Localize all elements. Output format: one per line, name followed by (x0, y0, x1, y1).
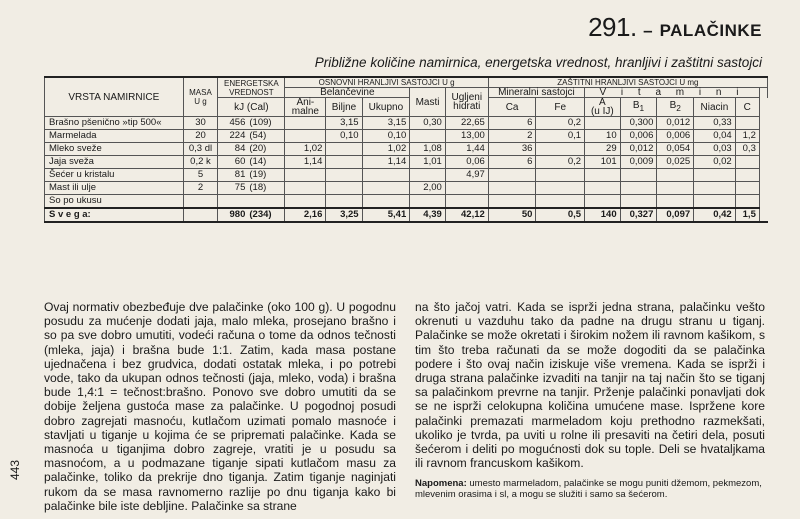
cell-a (585, 195, 621, 209)
cell-ukup (362, 169, 410, 182)
cell-b1: 0,006 (620, 130, 657, 143)
cell-masa (183, 208, 218, 222)
cell-fe (536, 169, 585, 182)
cell-ukup (362, 182, 410, 195)
table-row (45, 182, 768, 195)
cell-cal: (234) (249, 209, 272, 220)
cell-a (585, 169, 621, 182)
cell-masa: 0,3 dl (183, 143, 218, 156)
cell-b2: 0,012 (657, 117, 694, 130)
cell-b1: 0,012 (620, 143, 657, 156)
cell-c (735, 182, 759, 195)
cell-ca (488, 169, 536, 182)
header-b1-sub: 1 (639, 103, 645, 113)
note (415, 478, 765, 500)
cell-energy (218, 182, 285, 195)
header-masa (183, 77, 218, 117)
header-ugljeni: Ugljeni hidrati (445, 88, 488, 117)
cell-ugh: 4,97 (445, 169, 488, 182)
cell-name: Mast ili ulje (45, 182, 184, 195)
header-vrsta: VRSTA NAMIRNICE (45, 77, 184, 117)
cell-masti: 4,39 (410, 208, 446, 222)
note-text: umesto marmeladom, palačinke se mogu puniti džemom, pekmezom, mlevenim orasima i sl, a mogu se služiti i samo sa šećerom. (415, 478, 762, 500)
header-biljne: Biljne (326, 98, 362, 117)
cell-name: Brašno pšenično »tip 500« (45, 117, 184, 130)
header-belancevine: Belančevine (285, 88, 410, 98)
cell-a: 10 (585, 130, 621, 143)
cell-kj: 980 (229, 209, 246, 220)
cell-ugh (445, 182, 488, 195)
cell-bilj (326, 156, 362, 169)
header-vitamini: V i t a m i n i (585, 88, 760, 98)
cell-niacin: 0,02 (694, 156, 736, 169)
cell-bilj: 0,10 (326, 130, 362, 143)
cell-niacin: 0,03 (694, 143, 736, 156)
header-fe: Fe (536, 98, 585, 117)
cell-cal: (18) (249, 182, 267, 193)
cell-niacin (694, 169, 736, 182)
cell-b1: 0,009 (620, 156, 657, 169)
header-animalne: Ani-malne (285, 98, 326, 117)
cell-name: Šećer u kristalu (45, 169, 184, 182)
table-row (45, 130, 768, 143)
cell-anim (285, 195, 326, 209)
cell-ca: 2 (488, 130, 536, 143)
instructions-right: na što jačoj vatri. Kada se isprži jedna strana, palačinku vešto okrenuti u vazduhu tako da padne na drugu stranu u tiganj. Palačinke se može okretati i širokim nožem ili ravnom kašikom, s tim što treba računati da se može dogoditi da se palačinka podere i što ovaj način iziskuje više vremena. Kada se isprži i druga strana palačinke izvaditi na tanjir na taj način što se tiganj sa palačinkom prevrne na tanjir. Prženje palačinki ponavljati dok se ne isprži celokupna količina umućene mase. Ispržene kore palačinki premazati marmeladom koju prethodno razmekšati, ukoliko je tvrda, pa uviti u rolne ili presaviti na četiri dela, posuti šećerom i deliti po mogućnosti dok su tople. Deli se hvataljkama ili ravnom francuskom kašikom. (415, 300, 765, 471)
table-row (45, 143, 768, 156)
cell-energy (218, 208, 285, 222)
cell-anim (285, 182, 326, 195)
cell-masa (183, 195, 218, 209)
cell-fe: 0,2 (536, 156, 585, 169)
cell-ca (488, 195, 536, 209)
header-c: C (735, 98, 759, 117)
cell-ca: 6 (488, 117, 536, 130)
cell-ugh: 22,65 (445, 117, 488, 130)
cell-a (585, 182, 621, 195)
cell-b2 (657, 169, 694, 182)
cell-name: Marmelada (45, 130, 184, 143)
cell-a: 140 (585, 208, 621, 222)
header-energy-units: kJ (Cal) (218, 98, 285, 117)
cell-ca: 50 (488, 208, 536, 222)
cell-c (735, 156, 759, 169)
cell-fe (536, 182, 585, 195)
header-masti: Masti (410, 88, 446, 117)
cell-bilj (326, 143, 362, 156)
cell-cal: (19) (249, 169, 267, 180)
cell-energy (218, 169, 285, 182)
cell-ukup (362, 195, 410, 209)
cell-anim: 2,16 (285, 208, 326, 222)
cell-fe: 0,2 (536, 117, 585, 130)
cell-anim (285, 117, 326, 130)
note-label: Napomena: (415, 478, 467, 489)
recipe-title (588, 12, 762, 46)
cell-kj: 75 (234, 182, 246, 193)
table-row (45, 169, 768, 182)
cell-masti: 2,00 (410, 182, 446, 195)
cell-cal: (54) (249, 130, 267, 141)
cell-masa: 20 (183, 130, 218, 143)
cell-a: 29 (585, 143, 621, 156)
cell-niacin (694, 195, 736, 209)
header-ukupno: Ukupno (362, 98, 410, 117)
header-b2-sub: 2 (676, 103, 681, 113)
header-ca: Ca (488, 98, 536, 117)
cell-ukup: 1,14 (362, 156, 410, 169)
cell-niacin (694, 182, 736, 195)
cell-ca (488, 182, 536, 195)
cell-b2: 0,097 (657, 208, 694, 222)
header-masa-label: MASA (189, 88, 212, 97)
cell-fe (536, 195, 585, 209)
header-a-label: A (598, 97, 606, 108)
table-row (45, 195, 768, 209)
cell-masa: 5 (183, 169, 218, 182)
cell-kj: 60 (234, 156, 246, 167)
cell-energy (218, 156, 285, 169)
table-caption: Približne količine namirnica, energetska vrednost, hranljivi i zaštitni sastojci (314, 55, 762, 70)
cell-name: Jaja sveža (45, 156, 184, 169)
cell-b2: 0,006 (657, 130, 694, 143)
cell-masti: 1,01 (410, 156, 446, 169)
cell-cal: (109) (249, 117, 272, 128)
cell-masti: 1,08 (410, 143, 446, 156)
cell-bilj: 3,15 (326, 117, 362, 130)
cell-b1 (620, 182, 657, 195)
table-row (45, 117, 768, 130)
cell-name: S v e g a: (45, 208, 184, 222)
cell-c: 1,5 (735, 208, 759, 222)
cell-ugh: 1,44 (445, 143, 488, 156)
cell-bilj (326, 195, 362, 209)
cell-c (735, 117, 759, 130)
cell-b1 (620, 195, 657, 209)
cell-c (735, 169, 759, 182)
cell-b2 (657, 195, 694, 209)
header-b1-label: B (632, 100, 640, 111)
cell-niacin: 0,42 (694, 208, 736, 222)
header-b1 (620, 98, 657, 117)
cell-ugh (445, 195, 488, 209)
cell-masti: 0,30 (410, 117, 446, 130)
header-blank (759, 88, 767, 98)
cell-bilj (326, 169, 362, 182)
cell-masa: 0,2 k (183, 156, 218, 169)
left-column-text (44, 300, 396, 513)
cell-energy (218, 195, 285, 209)
cell-name: Mleko sveže (45, 143, 184, 156)
total-row (45, 208, 768, 222)
cell-ugh: 13,00 (445, 130, 488, 143)
header-a-unit: (u IJ) (590, 106, 614, 117)
cell-name: So po ukusu (45, 195, 184, 209)
cell-fe (536, 143, 585, 156)
cell-b2: 0,054 (657, 143, 694, 156)
nutrition-table (44, 76, 768, 223)
cell-ukup: 1,02 (362, 143, 410, 156)
cell-ukup: 3,15 (362, 117, 410, 130)
cell-energy (218, 130, 285, 143)
table-body (45, 117, 768, 223)
cell-anim: 1,02 (285, 143, 326, 156)
cell-b1: 0,300 (620, 117, 657, 130)
cell-ukup: 0,10 (362, 130, 410, 143)
cell-kj: 456 (229, 117, 246, 128)
cell-masti (410, 195, 446, 209)
cell-energy (218, 117, 285, 130)
cell-ukup: 5,41 (362, 208, 410, 222)
cell-niacin: 0,04 (694, 130, 736, 143)
cell-ca: 36 (488, 143, 536, 156)
header-b2-label: B (669, 100, 677, 111)
header-energy: ENERGETSKA VREDNOST (218, 77, 285, 98)
cell-b1: 0,327 (620, 208, 657, 222)
recipe-dash: – (643, 21, 654, 40)
cell-bilj (326, 182, 362, 195)
cell-a: 101 (585, 156, 621, 169)
cell-niacin: 0,33 (694, 117, 736, 130)
header-osnovni: OSNOVNI HRANLJIVI SASTOJCI U g (285, 77, 488, 88)
right-column-text (415, 300, 765, 470)
cell-anim: 1,14 (285, 156, 326, 169)
cell-c: 0,3 (735, 143, 759, 156)
header-b2 (657, 98, 694, 117)
header-zastitni: ZAŠTITNI HRANLJIVI SASTOJCI U mg (488, 77, 767, 88)
cell-c: 1,2 (735, 130, 759, 143)
cell-anim (285, 130, 326, 143)
cell-masti (410, 130, 446, 143)
cell-masa: 2 (183, 182, 218, 195)
cell-ugh: 0,06 (445, 156, 488, 169)
recipe-name: PALAČINKE (659, 21, 762, 40)
cell-b2 (657, 182, 694, 195)
header-a (585, 98, 621, 117)
header-masa-unit: U g (194, 97, 207, 106)
table-row (45, 156, 768, 169)
cell-b1 (620, 169, 657, 182)
instructions-left: Ovaj normativ obezbeđuje dve palačinke (oko 100 g). U pogodnu posudu za mućenje dodati jaja, malo mleka, prosejano brašno i so pa sve dobro umutiti, vodeći računa o tome da odnos tečnosti (mleka, jaja) i brašna bude 1:1. Zatim, kada masa postane ujednačena i bez grudvica, dodati ostatak mleka, i po potrebi vode, tako da ukupan odnos tečnosti (jaja, mleko, voda) i brašna bude 1,4:1 = tečnost:brašno. Ponovo sve dobro umutiti da se dobije željena gustoća mase za palačinke. U pogodnoj posudi dobro zagrejati masnoću, kutlačom uzimati pomalo masnoće i stavljati u tiganje u kojima će se pripremati palačinke. Kada se masnoća u tiganjima dobro zagreje, vratiti je u posudu sa masnoćom, a u podmazane tiganje sipati kutlačom masu za palačinke, toliko da prekrije dno tiganja. Zatim tiganje naginjati rukom da se masa ravnomerno razlije po dnu tiganja kako bi palačinke bile iste debljine. Palačinke sa strane (44, 300, 396, 513)
cell-masa: 30 (183, 117, 218, 130)
cell-cal: (14) (249, 156, 267, 167)
recipe-number: 291. (588, 12, 637, 42)
header-mineralni: Mineralni sastojci (488, 88, 584, 98)
cell-fe: 0,5 (536, 208, 585, 222)
cell-a (585, 117, 621, 130)
cell-masti (410, 169, 446, 182)
cell-b2: 0,025 (657, 156, 694, 169)
cell-ca: 6 (488, 156, 536, 169)
cell-cal: (20) (249, 143, 267, 154)
cell-kj: 84 (234, 143, 246, 154)
cell-anim (285, 169, 326, 182)
header-niacin: Niacin (694, 98, 736, 117)
page-number: 443 (8, 459, 22, 480)
cell-kj: 81 (234, 169, 246, 180)
cell-ugh: 42,12 (445, 208, 488, 222)
cell-fe: 0,1 (536, 130, 585, 143)
cell-kj: 224 (229, 130, 246, 141)
cell-bilj: 3,25 (326, 208, 362, 222)
cell-energy (218, 143, 285, 156)
cell-c (735, 195, 759, 209)
